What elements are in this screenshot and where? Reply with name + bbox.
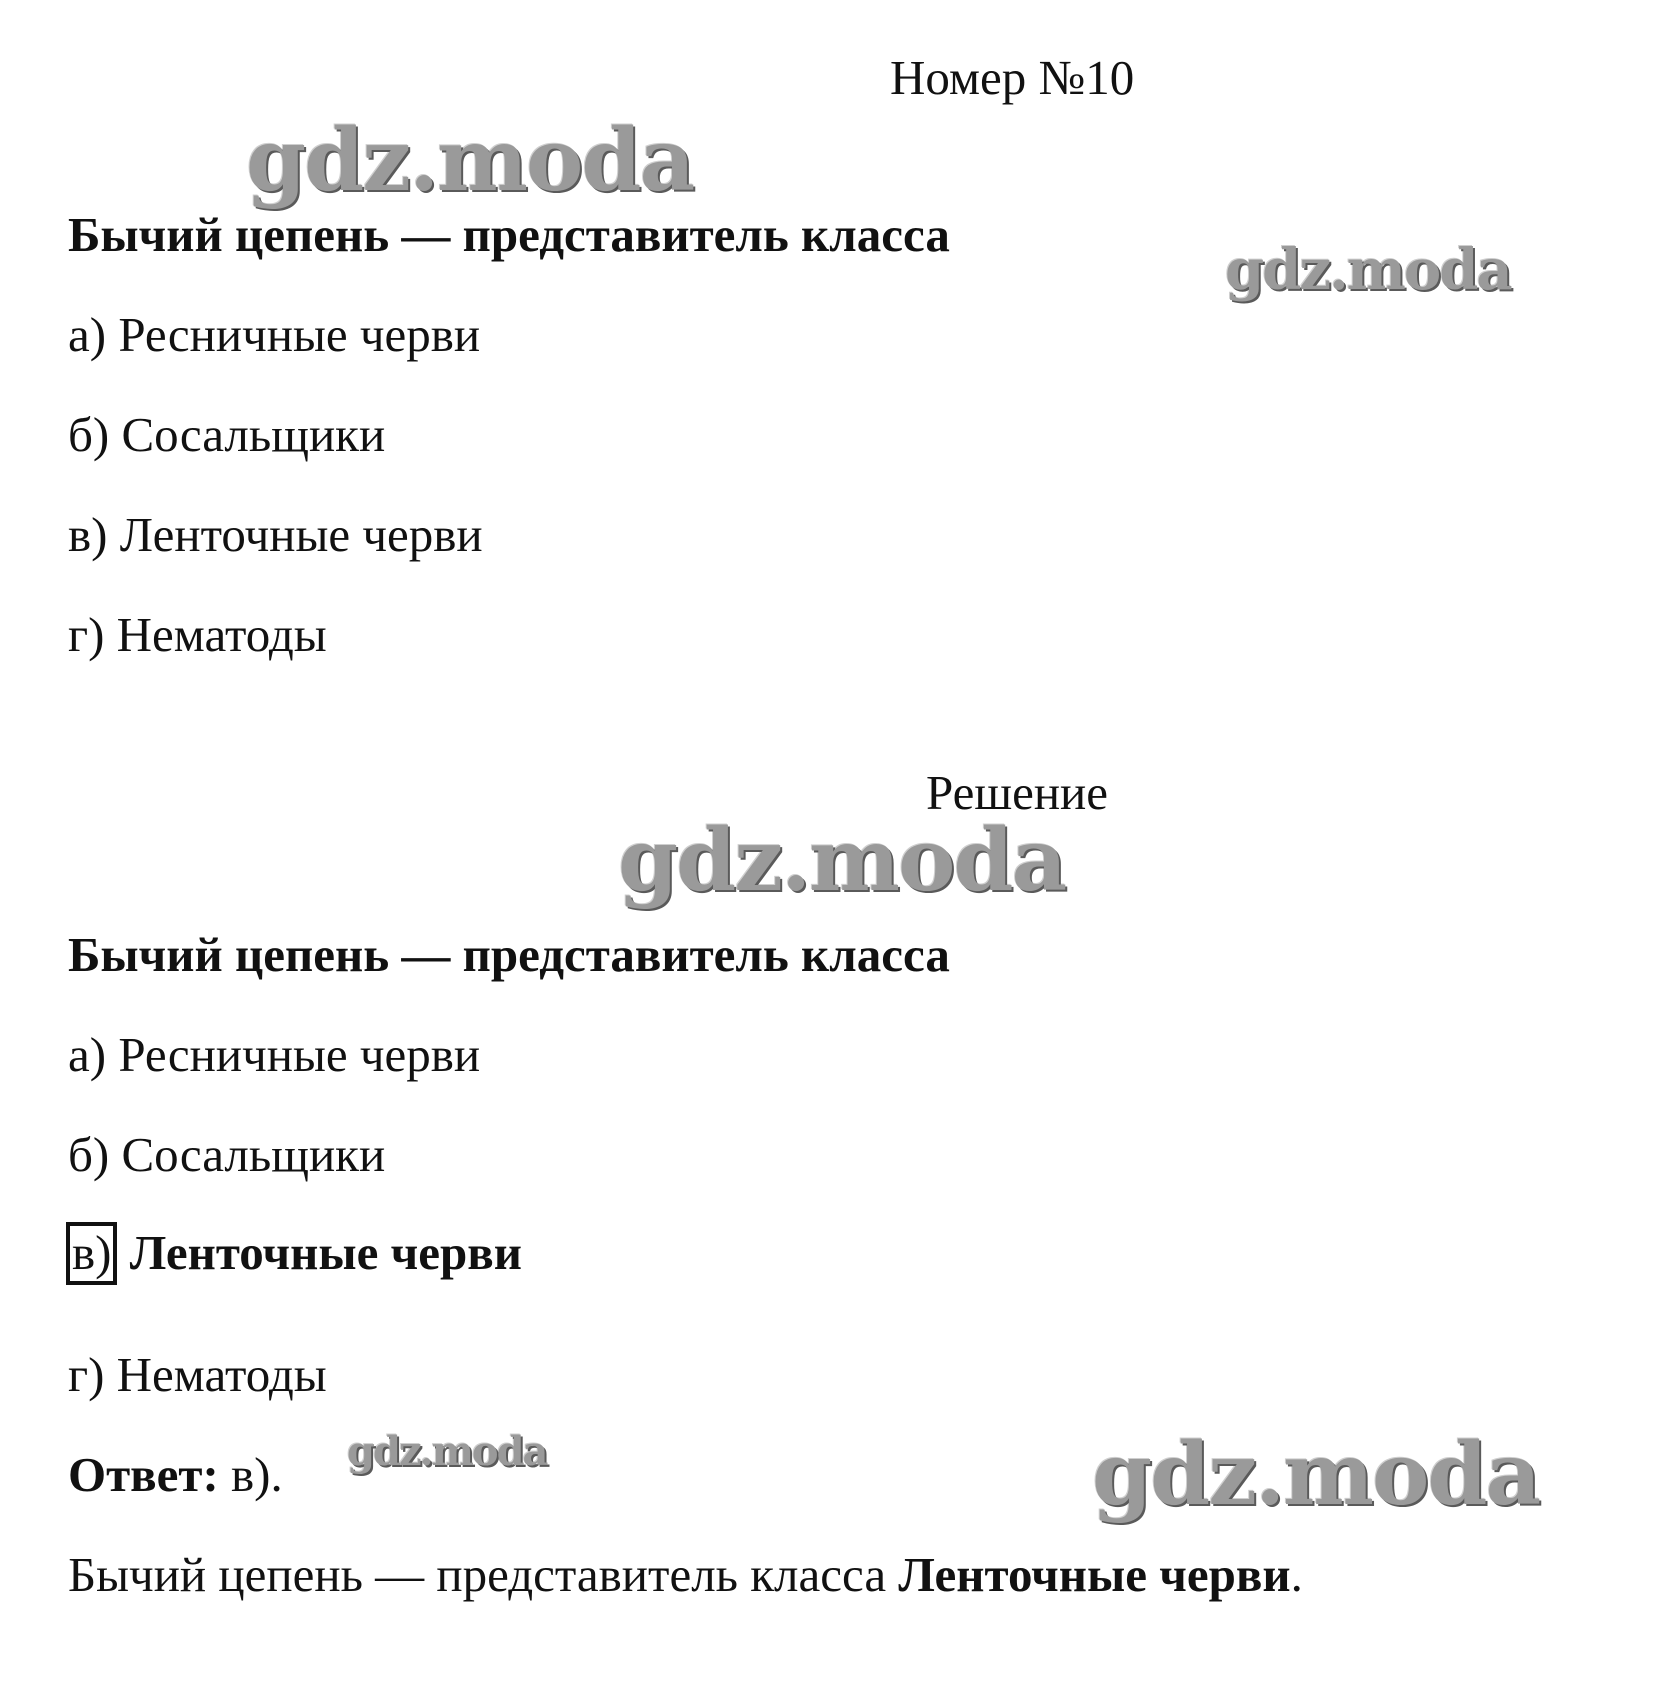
conclusion-bold: Ленточные черви bbox=[898, 1547, 1291, 1602]
watermark-logo: gdz.moda bbox=[618, 810, 1066, 911]
option-text: Ресничные черви bbox=[118, 307, 481, 362]
answer-value: в). bbox=[231, 1447, 283, 1502]
selected-letter-box: в) bbox=[66, 1222, 117, 1285]
option-letter: в) bbox=[68, 507, 108, 562]
option-letter: а) bbox=[68, 307, 107, 362]
option-letter: б) bbox=[68, 407, 110, 462]
conclusion-suffix: . bbox=[1290, 1547, 1303, 1602]
question-option-d bbox=[68, 607, 327, 662]
conclusion-line bbox=[68, 1547, 1303, 1602]
answer-label: Ответ: bbox=[68, 1447, 219, 1502]
option-text: Сосальщики bbox=[121, 1127, 386, 1182]
option-text: Ресничные черви bbox=[118, 1027, 481, 1082]
solution-prompt: Бычий цепень — представитель класса bbox=[68, 927, 950, 982]
solution-option-d bbox=[68, 1347, 327, 1402]
question-option-b bbox=[68, 407, 386, 462]
solution-option-a bbox=[68, 1027, 481, 1082]
option-text: Нематоды bbox=[116, 607, 327, 662]
solution-option-c-selected bbox=[66, 1222, 522, 1285]
question-prompt: Бычий цепень — представитель класса bbox=[68, 207, 950, 262]
task-number: Номер №10 bbox=[890, 50, 1135, 105]
answer-line bbox=[68, 1447, 283, 1502]
watermark-logo: gdz.moda bbox=[1225, 237, 1511, 303]
conclusion-prefix: Бычий цепень — представитель класса bbox=[68, 1547, 899, 1602]
solution-heading: Решение bbox=[926, 765, 1109, 820]
option-letter: г) bbox=[68, 607, 105, 662]
watermark-logo: gdz.moda bbox=[246, 110, 694, 211]
watermark-logo: gdz.moda bbox=[1092, 1424, 1540, 1525]
watermark-logo: gdz.moda bbox=[347, 1428, 547, 1475]
option-text: Ленточные черви bbox=[129, 1225, 522, 1280]
option-text: Сосальщики bbox=[121, 407, 386, 462]
question-option-c bbox=[68, 507, 483, 562]
question-option-a bbox=[68, 307, 481, 362]
option-text: Ленточные черви bbox=[119, 507, 483, 562]
option-text: Нематоды bbox=[116, 1347, 327, 1402]
option-letter: б) bbox=[68, 1127, 110, 1182]
option-letter: г) bbox=[68, 1347, 105, 1402]
solution-option-b bbox=[68, 1127, 386, 1182]
option-letter: а) bbox=[68, 1027, 107, 1082]
